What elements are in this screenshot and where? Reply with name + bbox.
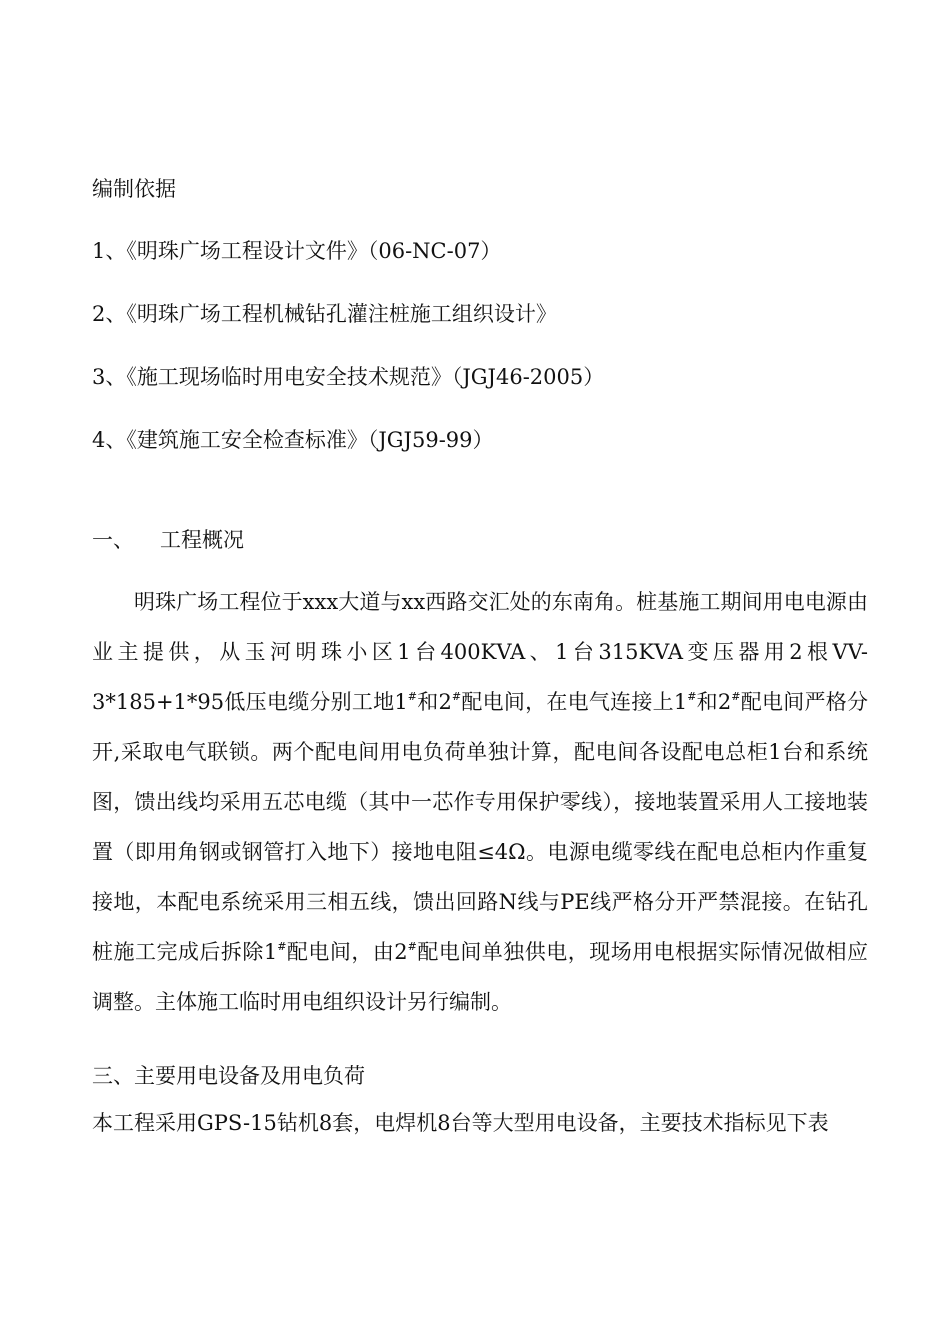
superscript-mark: # <box>687 690 697 703</box>
superscript-mark: # <box>277 940 287 953</box>
paragraph-text: 配电间，在电气连接上1 <box>461 690 688 714</box>
basis-item-2: 2、《明珠广场工程机械钻孔灌注桩施工组织设计》 <box>92 302 557 326</box>
superscript-mark: # <box>731 690 741 703</box>
section-1-number: 一、 <box>92 528 134 552</box>
section-1-paragraph <box>92 577 868 1027</box>
basis-item-1: 1、《明珠广场工程设计文件》（06-NC-07） <box>92 239 502 263</box>
basis-item-4: 4、《建筑施工安全检查标准》（JGJ59-99） <box>92 428 494 452</box>
paragraph-text: 配电间严格分开,采取电气联锁。两个配电间用电负荷单独计算，配电间各设配电总柜1台和系统图，馈出线均采用五芯电缆（其中一芯作专用保护零线），接地装置采用人工接地装置（即用角钢或钢管打入地下）接地电阻≤4Ω。电源电缆零线在配电总柜内作重复接地，本配电系统采用三相五线，馈出回路N线与PE线严格分开严禁混接。在钻孔桩施工完成后拆除1 <box>92 690 869 964</box>
paragraph-text: 配电间单独供电，现场用电根据实际情况做相应调整。主体施工临时用电组织设计另行编制。 <box>92 940 868 1014</box>
paragraph-text: 明珠广场工程位于xxx大道与xx西路交汇处的东南角。桩基施工期间用电电源由业主提供，从玉河明珠小区1台400KVA、1台315KVA变压器用2根VV-3*185+1*95低压电缆分别工地1 <box>92 590 868 714</box>
paragraph-text: 和2 <box>416 690 452 714</box>
superscript-mark: # <box>451 690 462 703</box>
superscript-mark: # <box>407 690 417 703</box>
section-3-heading: 三、主要用电设备及用电负荷 <box>92 1064 365 1088</box>
superscript-mark: # <box>407 940 417 953</box>
paragraph-text: 配电间，由2 <box>286 940 408 964</box>
basis-heading: 编制依据 <box>92 177 176 201</box>
section-3-paragraph: 本工程采用GPS-15钻机8套，电焊机8台等大型用电设备，主要技术指标见下表 <box>92 1111 829 1135</box>
basis-item-3: 3、《施工现场临时用电安全技术规范》（JGJ46-2005） <box>92 365 605 389</box>
section-1-title: 工程概况 <box>160 528 244 552</box>
paragraph-text: 和2 <box>696 690 732 714</box>
section-1-heading <box>92 526 244 554</box>
